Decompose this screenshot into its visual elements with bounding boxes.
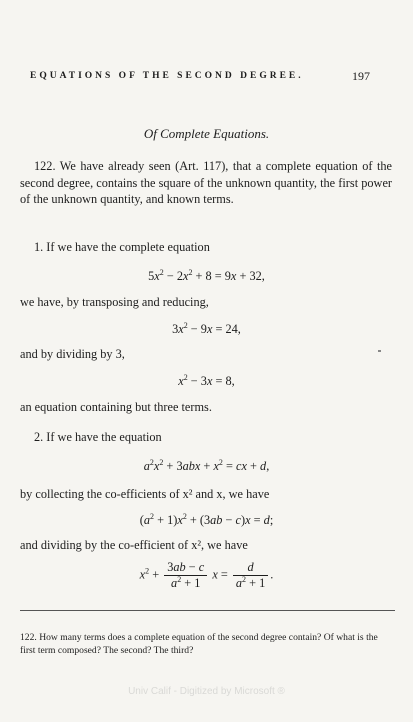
- example-2-intro: 2. If we have the equation: [34, 430, 162, 444]
- paragraph-122: 122. We have already seen (Art. 117), that a complete equation of the second degree, contains the square of the unknown quantity, the first power of the unknown quantity, and known terms.: [20, 159, 392, 206]
- example-2-collect: by collecting the co-efficients of x² and x, we have: [20, 487, 270, 501]
- example-2-divide: and dividing by the co-efficient of x², we have: [20, 538, 248, 552]
- example-1-intro: 1. If we have the complete equation: [34, 240, 210, 254]
- running-title: EQUATIONS OF THE SECOND DEGREE.: [30, 71, 304, 81]
- digitization-watermark: Univ Calif - Digitized by Microsoft ®: [128, 686, 285, 697]
- equation-3: $x^2 - 3x = 8$,: [178, 373, 235, 388]
- equation-4: $a^2x^2 + 3abx + x^2$ = cx + d,: [143, 458, 270, 473]
- footnote-rule: [20, 610, 395, 611]
- page-number: 197: [352, 69, 370, 83]
- ink-speck: [378, 350, 381, 352]
- example-1-result: an equation containing but three terms.: [20, 400, 212, 414]
- equation-5: $(a^2 + 1)x^2 + (3ab - c)x = d$;: [139, 512, 274, 527]
- example-1-transpose: we have, by transposing and reducing,: [20, 295, 209, 309]
- example-1-divide: and by dividing by 3,: [20, 347, 125, 361]
- footnote-questions: 122. How many terms does a complete equation of the second degree contain? Of what is the first term composed? The second? The third?: [20, 632, 378, 656]
- equation-6: $x^2$ + $\frac{3ab - c}{a^2 + 1}$ x = $\frac{d}{a^2 + 1}$ .: [139, 560, 274, 590]
- equation-2: $3x^2 - 9x = 24$,: [172, 321, 241, 336]
- section-title: Of Complete Equations.: [143, 126, 270, 141]
- equation-1: $5x^2 - 2x^2 + 8 = 9x + 32$,: [148, 268, 265, 283]
